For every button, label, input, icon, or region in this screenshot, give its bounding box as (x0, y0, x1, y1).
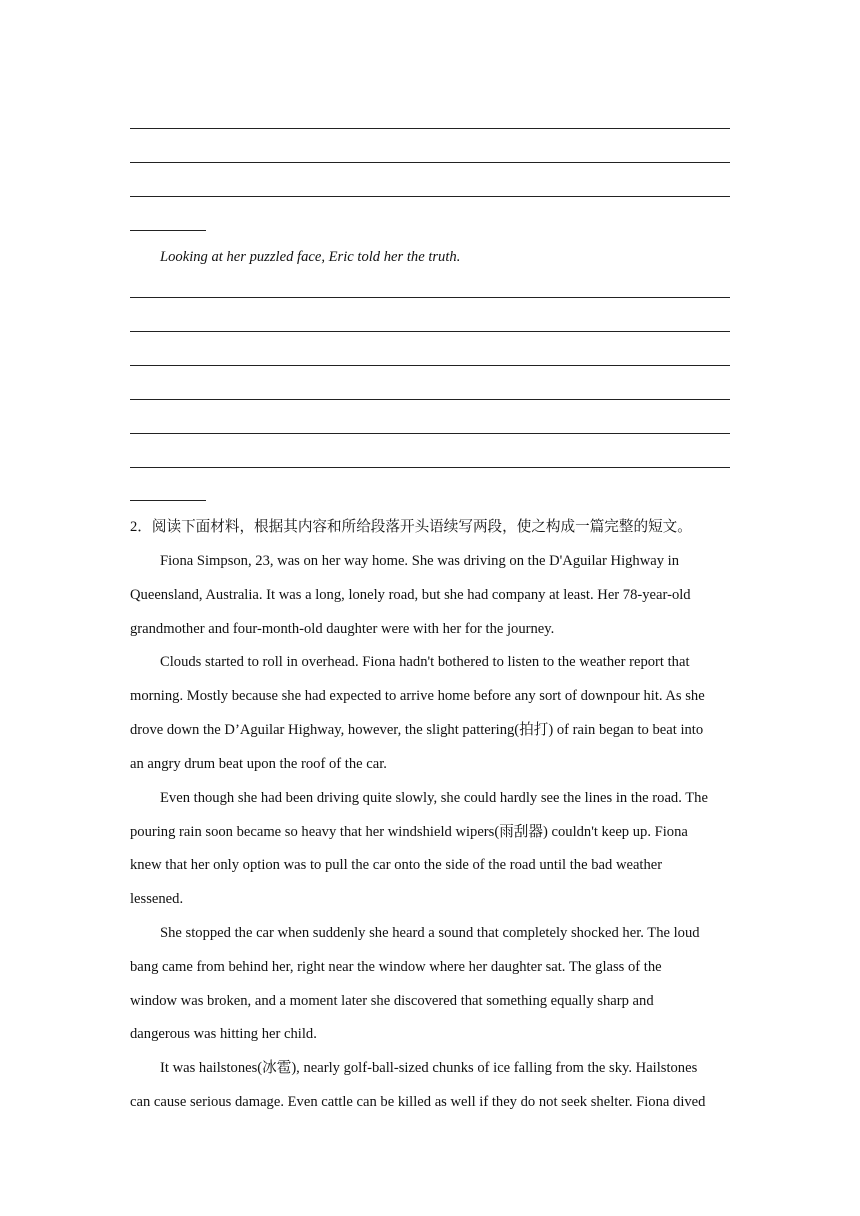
question-2-prompt: 2．阅读下面材料，根据其内容和所给段落开头语续写两段，使之构成一篇完整的短文。 (130, 519, 692, 535)
passage-line: grandmother and four-month-old daughter were with her for the journey. (130, 621, 555, 637)
passage-line: Clouds started to roll in overhead. Fiona hadn't bothered to listen to the weather report that (160, 654, 690, 670)
writing-line (130, 297, 730, 298)
writing-line (130, 331, 730, 332)
passage-line: She stopped the car when suddenly she heard a sound that completely shocked her. The loud (160, 925, 700, 941)
passage-line: Even though she had been driving quite slowly, she could hardly see the lines in the road. The (160, 790, 708, 806)
passage-line: dangerous was hitting her child. (130, 1026, 317, 1042)
passage-line: Fiona Simpson, 23, was on her way home. She was driving on the D'Aguilar Highway in (160, 553, 680, 569)
passage-line: drove down the D’Aguilar Highway, however, the slight pattering(拍打) of rain began to beat into (130, 722, 704, 738)
writing-line-short (130, 230, 206, 231)
writing-line (130, 467, 730, 468)
writing-line (130, 433, 730, 434)
writing-line (130, 196, 730, 197)
passage-line: morning. Mostly because she had expected to arrive home before any sort of downpour hit. As she (130, 688, 705, 704)
passage-line: bang came from behind her, right near the window where her daughter sat. The glass of the (130, 959, 662, 975)
continuation-opening-line: Looking at her puzzled face, Eric told her the truth. (160, 249, 461, 265)
writing-line (130, 365, 730, 366)
passage-line: knew that her only option was to pull the car onto the side of the road until the bad weather (130, 857, 663, 873)
writing-line (130, 399, 730, 400)
passage-line: window was broken, and a moment later she discovered that something equally sharp and (130, 993, 654, 1009)
passage-line: Queensland, Australia. It was a long, lonely road, but she had company at least. Her 78-year-old (130, 587, 691, 603)
writing-line (130, 162, 730, 163)
passage-line: an angry drum beat upon the roof of the car. (130, 756, 387, 772)
passage-line: lessened. (130, 891, 184, 907)
passage-line: pouring rain soon became so heavy that her windshield wipers(雨刮器) couldn't keep up. Fiona (130, 824, 688, 840)
passage-line: can cause serious damage. Even cattle can be killed as well if they do not seek shelter. Fiona dived (130, 1094, 706, 1110)
writing-line-short (130, 500, 206, 501)
writing-line (130, 128, 730, 129)
passage-line: It was hailstones(冰雹), nearly golf-ball-sized chunks of ice falling from the sky. Hailstones (160, 1060, 698, 1076)
